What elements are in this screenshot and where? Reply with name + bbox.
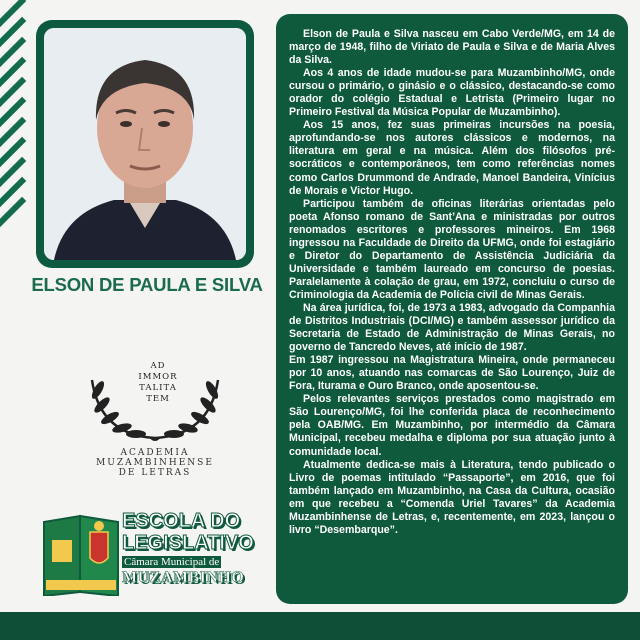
- person-name: ELSON DE PAULA E SILVA: [31, 274, 263, 295]
- escola-line-2: LEGISLATIVO: [122, 532, 254, 554]
- bio-paragraph: Aos 15 anos, fez suas primeiras incursões na poesia, aprofundando-se nos autores clássicos e modernos, na literatura em geral e na música. Além dos filósofos pré-socráticos e contemporâneos, tem como referências nomes como Carlos Drummond de Andrade, Manoel Bandeira, Vinícius de Morais e Victor Hugo.: [289, 119, 615, 197]
- escola-legislativo-logo: [40, 508, 275, 603]
- academy-logo: [40, 350, 270, 480]
- book-crest-icon: [40, 508, 122, 596]
- biography-panel: [276, 14, 628, 604]
- bio-paragraph: Em 1987 ingressou na Magistratura Mineira, onde permaneceu por 10 anos, atuando nas comarcas de São Lourenço, Juiz de Fora, Iturama e Ouro Branco, onde aposentou-se.: [289, 354, 615, 393]
- bio-paragraph: Participou também de oficinas literárias orientadas pelo poeta Afonso romano de Sant’Ana e ministradas por outros renomados escritores e professores mineiros. Em 1968 ingressou na Faculdade de Direito da UFMG, onde foi estagiário e Diretor do Departamento de Assistência Judiciária da Universidade e também laureado em concurso de poesias. Paralelamente à colação de grau, em 1972, concluiu o curso de Criminologia da Academia de Polícia civil de Minas Gerais.: [289, 197, 615, 301]
- academy-name: [40, 448, 270, 478]
- decorative-stripes: [0, 0, 30, 230]
- academy-name-line: MUZAMBINHENSE: [96, 458, 214, 468]
- portrait-photo: [44, 28, 246, 260]
- bio-paragraph: Pelos relevantes serviços prestados como magistrado em São Lourenço/MG, foi lhe conferida placa de reconhecimento pela OAB/MG. Em Muzambinho, por intermédio da Câmara Municipal, recebeu medalha e diploma por sua atuação junto à comunidade local.: [289, 393, 615, 458]
- motto-line: IMMOR: [138, 372, 178, 382]
- bio-paragraph: Elson de Paula e Silva nasceu em Cabo Verde/MG, em 14 de março de 1948, filho de Viriato de Paula e Silva e de Maria Alves da Silva.: [289, 28, 615, 67]
- bio-paragraph: Na área jurídica, foi, de 1973 a 1983, advogado da Companhia de Distritos Industriais (DCI/MG) e também assessor jurídico da Secretaria de Estado de Administração de Minas Gerais, no governo de Tancredo Neves, até início de 1987.: [289, 301, 615, 354]
- escola-line-3: Câmara Municipal de: [124, 556, 220, 568]
- portrait-frame: [36, 20, 254, 268]
- academy-motto: [128, 361, 188, 405]
- motto-line: TALITA: [139, 383, 177, 393]
- motto-line: AD: [150, 361, 166, 371]
- motto-line: TEM: [146, 394, 170, 404]
- academy-name-line: ACADEMIA: [120, 448, 190, 458]
- escola-line-1: ESCOLA DO: [122, 510, 241, 532]
- bio-paragraph: Aos 4 anos de idade mudou-se para Muzambinho/MG, onde cursou o primário, o ginásio e o clássico, destacando-se como orador do colégio Estadual e Letrista (Primeiro lugar no Primeiro Festival da Música Popular de Muzambinho).: [289, 67, 615, 119]
- academy-name-line: DE LETRAS: [118, 468, 192, 478]
- escola-line-4: MUZAMBINHO: [122, 569, 245, 586]
- footer-bar: [0, 612, 640, 640]
- bio-paragraph: Atualmente dedica-se mais à Literatura, tendo publicado o Livro de poemas intitulado “Passaporte”, em 2016, que foi também lançado em Muzambinho, na Casa da Cultura, ocasião em que recebeu a “Comenda Uriel Tavares” da Academia Muzambinhense de Letras, e, recentemente, em 2023, lançou o livro “Desembarque”.: [289, 458, 615, 536]
